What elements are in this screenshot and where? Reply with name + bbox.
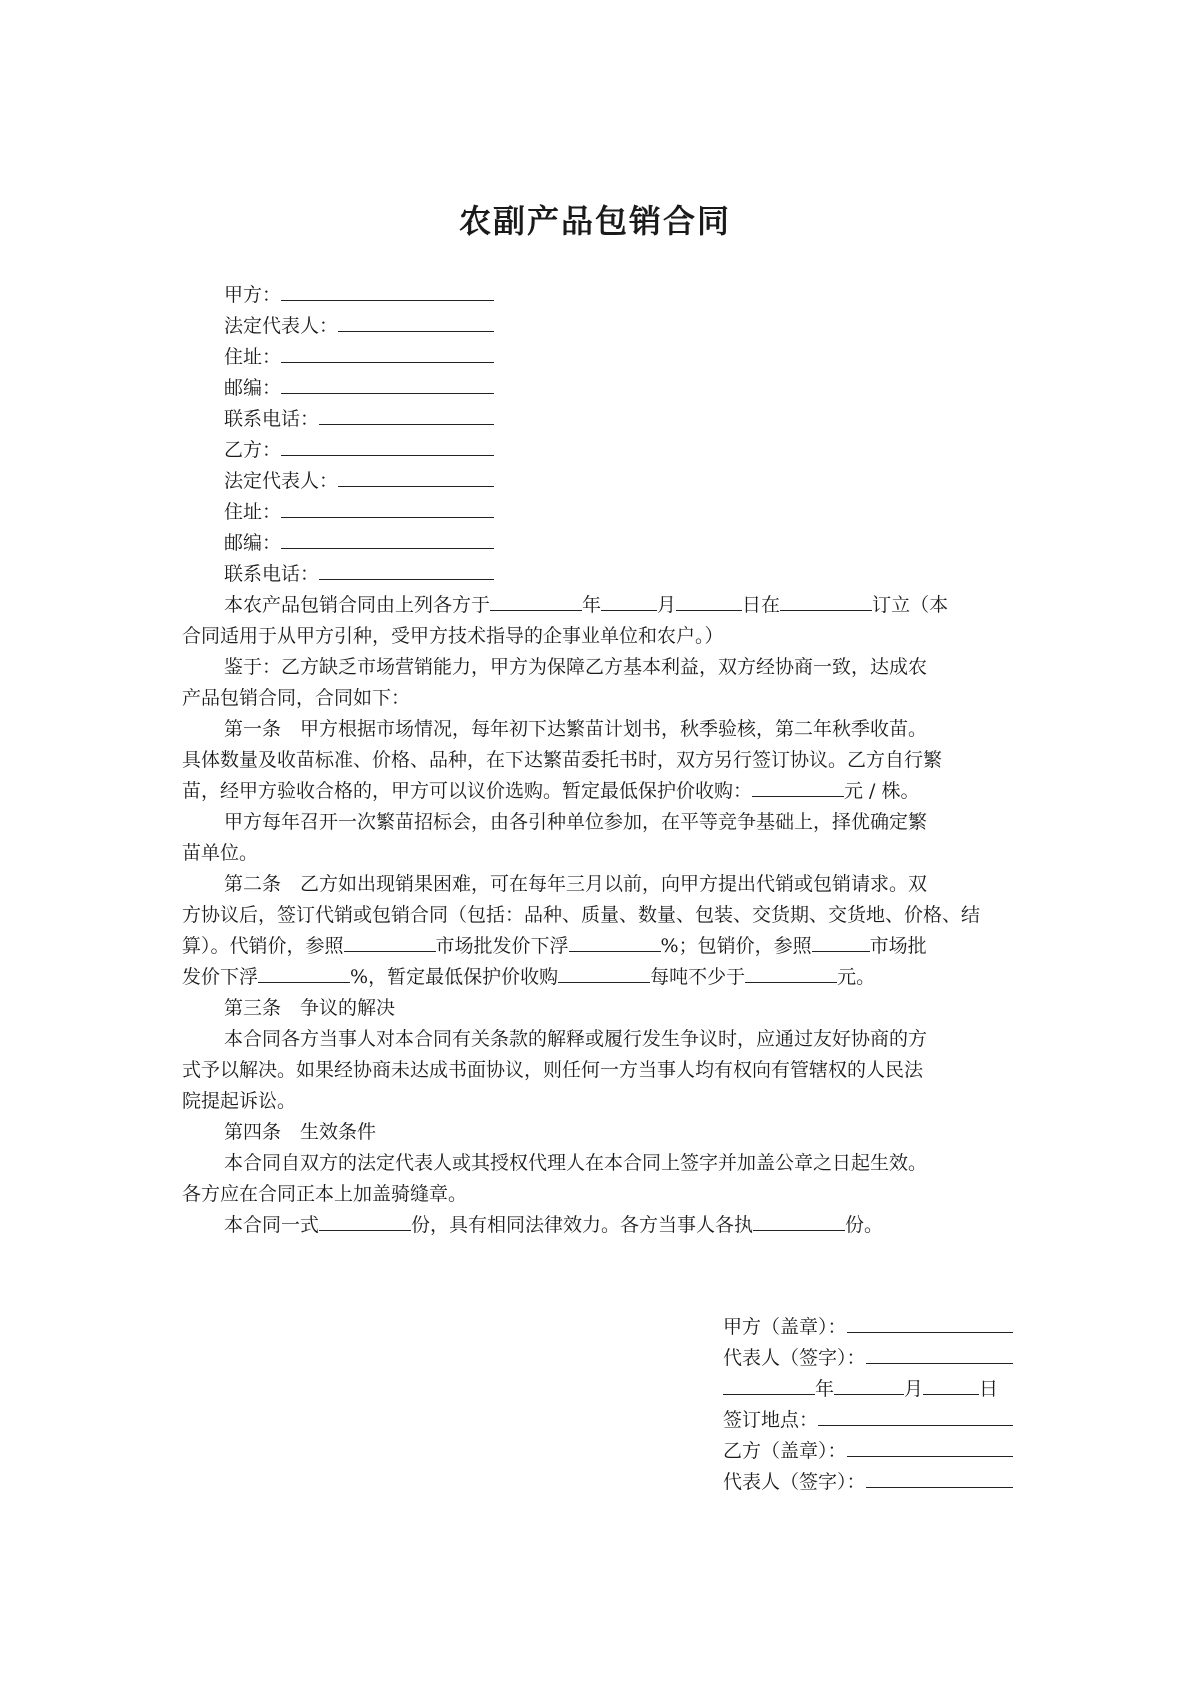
intro-text-5: 订立（本 bbox=[872, 594, 949, 616]
art2-line-3b: 市场批发价下浮 bbox=[435, 935, 569, 957]
art2-line-3d: 市场批 bbox=[869, 935, 927, 957]
art1-line-1: 第一条 甲方根据市场情况，每年初下达繁苗计划书，秋季验核，第二年秋季收苗。 bbox=[224, 718, 928, 740]
art1-line-2: 具体数量及收苗标准、价格、品种，在下达繁苗委托书时，双方另行签订协议。乙方自行繁 bbox=[182, 749, 943, 771]
party-b-seal-label: 乙方（盖章）： bbox=[723, 1440, 847, 1462]
party-a-postcode-blank[interactable] bbox=[281, 373, 494, 394]
party-a-phone-blank[interactable] bbox=[319, 404, 494, 425]
party-b-phone-label: 联系电话： bbox=[224, 563, 320, 585]
sign-place-label: 签订地点： bbox=[723, 1409, 819, 1431]
intro-paragraph bbox=[182, 590, 1012, 652]
article-3 bbox=[182, 993, 1012, 1117]
art3-heading: 第三条 争议的解决 bbox=[224, 997, 396, 1019]
sign-day-blank[interactable] bbox=[676, 590, 742, 611]
sign-month-blank[interactable] bbox=[601, 590, 657, 611]
recital-line-1: 鉴于：乙方缺乏市场营销能力，甲方为保障乙方基本利益，双方经协商一致，达成农 bbox=[224, 656, 928, 678]
sig-month-label: 月 bbox=[904, 1378, 924, 1400]
copies-text-c: 份。 bbox=[845, 1214, 884, 1236]
art4-line-1: 本合同自双方的法定代表人或其授权代理人在本合同上签字并加盖公章之日起生效。 bbox=[224, 1152, 928, 1174]
art1-line-3b: 元 / 株。 bbox=[844, 780, 920, 802]
recital-paragraph bbox=[182, 652, 1012, 714]
contract-body bbox=[182, 280, 1012, 1241]
party-a-rep-blank[interactable] bbox=[338, 311, 494, 332]
art4-line-2: 各方应在合同正本上加盖骑缝章。 bbox=[182, 1183, 468, 1205]
intro-text-4: 日在 bbox=[742, 594, 781, 616]
sig-year-label: 年 bbox=[815, 1378, 835, 1400]
party-a-rep-label: 法定代表人： bbox=[224, 315, 339, 337]
party-a-postcode-label: 邮编： bbox=[224, 377, 282, 399]
art2-line-2: 方协议后，签订代销或包销合同（包括：品种、质量、数量、包装、交货期、交货地、价格、结 bbox=[182, 904, 981, 926]
art1-line-4: 甲方每年召开一次繁苗招标会，由各引种单位参加，在平等竞争基础上，择优确定繁 bbox=[224, 811, 928, 833]
min-price-blank[interactable] bbox=[752, 776, 844, 797]
art2-line-1: 第二条 乙方如出现销果困难，可在每年三月以前，向甲方提出代销或包销请求。双 bbox=[224, 873, 928, 895]
party-a-blank[interactable] bbox=[281, 280, 494, 301]
art2-line-3c: %；包销价，参照 bbox=[660, 935, 812, 957]
copies-total-blank[interactable] bbox=[319, 1210, 411, 1231]
party-a-phone-label: 联系电话： bbox=[224, 408, 320, 430]
sig-day-label: 日 bbox=[979, 1378, 999, 1400]
party-fields bbox=[182, 280, 1012, 590]
rep-b-sign-label: 代表人（签字）： bbox=[723, 1471, 866, 1493]
sig-year-blank[interactable] bbox=[723, 1374, 815, 1395]
document-title: 农副产品包销合同 bbox=[458, 202, 731, 240]
art1-line-3a: 苗，经甲方验收合格的，甲方可以议价选购。暂定最低保护价收购： bbox=[182, 780, 753, 802]
art2-line-4d: 元。 bbox=[837, 966, 876, 988]
article-4 bbox=[182, 1117, 1012, 1210]
article-2 bbox=[182, 869, 1012, 993]
sig-day-blank[interactable] bbox=[923, 1374, 979, 1395]
rep-b-sign-blank[interactable] bbox=[866, 1467, 1013, 1488]
consign-discount-blank[interactable] bbox=[569, 931, 661, 952]
signature-block bbox=[723, 1312, 1013, 1498]
art3-line-2: 式予以解决。如果经协商未达成书面协议，则任何一方当事人均有权向有管辖权的人民法 bbox=[182, 1059, 924, 1081]
consign-market-blank[interactable] bbox=[344, 931, 436, 952]
party-a-seal-label: 甲方（盖章）： bbox=[723, 1316, 847, 1338]
intro-text-2: 年 bbox=[582, 594, 602, 616]
party-b-label: 乙方： bbox=[224, 439, 282, 461]
sign-place-blank[interactable] bbox=[780, 590, 872, 611]
art1-line-5: 苗单位。 bbox=[182, 842, 259, 864]
art3-line-3: 院提起诉讼。 bbox=[182, 1090, 297, 1112]
party-a-address-blank[interactable] bbox=[281, 342, 494, 363]
party-a-address-label: 住址： bbox=[224, 346, 282, 368]
art2-line-3a: 算）。代销价，参照 bbox=[182, 935, 344, 957]
intro-text-3: 月 bbox=[657, 594, 677, 616]
article-1 bbox=[182, 714, 1012, 869]
party-b-rep-label: 法定代表人： bbox=[224, 470, 339, 492]
party-b-postcode-label: 邮编： bbox=[224, 532, 282, 554]
party-a-seal-blank[interactable] bbox=[847, 1312, 1013, 1333]
sign-year-blank[interactable] bbox=[490, 590, 582, 611]
party-b-blank[interactable] bbox=[281, 435, 494, 456]
party-b-phone-blank[interactable] bbox=[319, 559, 494, 580]
art3-line-1: 本合同各方当事人对本合同有关条款的解释或履行发生争议时，应通过友好协商的方 bbox=[224, 1028, 928, 1050]
copies-text-a: 本合同一式 bbox=[224, 1214, 320, 1236]
party-a-label: 甲方： bbox=[224, 284, 282, 306]
party-b-postcode-blank[interactable] bbox=[281, 528, 494, 549]
party-b-rep-blank[interactable] bbox=[338, 466, 494, 487]
party-b-seal-blank[interactable] bbox=[847, 1436, 1013, 1457]
exclusive-discount-blank[interactable] bbox=[258, 962, 350, 983]
intro-line-2: 合同适用于从甲方引种，受甲方技术指导的企事业单位和农户。） bbox=[182, 625, 724, 647]
copies-text-b: 份，具有相同法律效力。各方当事人各执 bbox=[411, 1214, 754, 1236]
art4-heading: 第四条 生效条件 bbox=[224, 1121, 377, 1143]
intro-text-1: 本农产品包销合同由上列各方于 bbox=[224, 594, 491, 616]
exclusive-market-blank[interactable] bbox=[812, 931, 870, 952]
sign-place-field-blank[interactable] bbox=[818, 1405, 1013, 1426]
sig-month-blank[interactable] bbox=[834, 1374, 904, 1395]
copies-each-blank[interactable] bbox=[753, 1210, 845, 1231]
rep-a-sign-blank[interactable] bbox=[866, 1343, 1013, 1364]
copies-paragraph bbox=[182, 1210, 1012, 1241]
recital-line-2: 产品包销合同，合同如下： bbox=[182, 687, 411, 709]
protect-price-blank[interactable] bbox=[558, 962, 650, 983]
party-b-address-blank[interactable] bbox=[281, 497, 494, 518]
per-ton-blank[interactable] bbox=[745, 962, 837, 983]
rep-a-sign-label: 代表人（签字）： bbox=[723, 1347, 866, 1369]
party-b-address-label: 住址： bbox=[224, 501, 282, 523]
art2-line-4c: 每吨不少于 bbox=[650, 966, 746, 988]
art2-line-4a: 发价下浮 bbox=[182, 966, 259, 988]
art2-line-4b: %，暂定最低保护价收购 bbox=[350, 966, 559, 988]
